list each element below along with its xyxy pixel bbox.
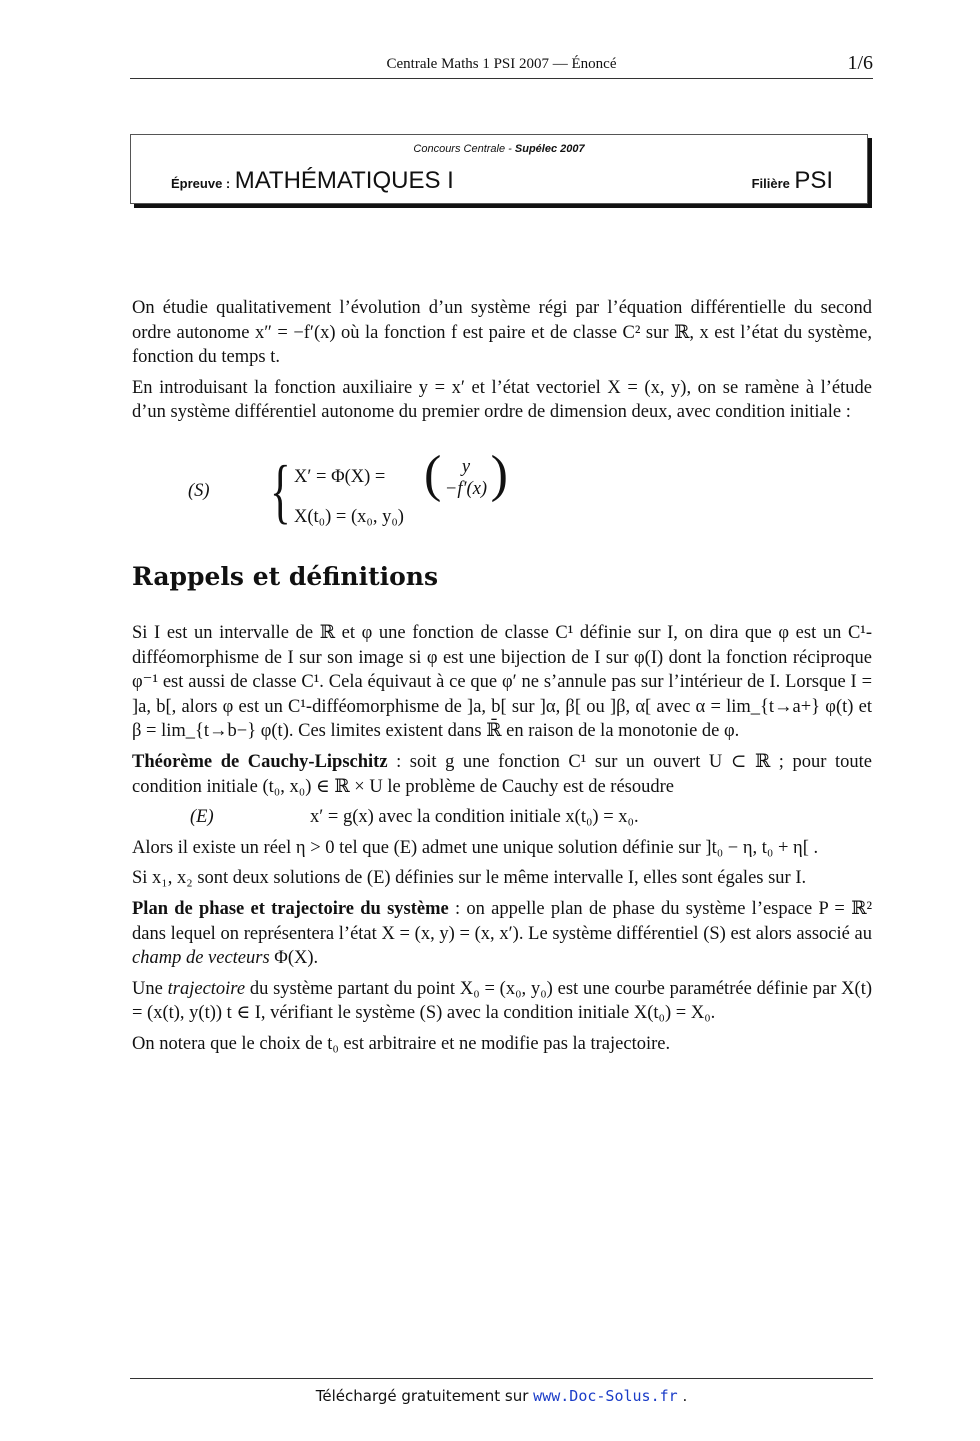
right-paren-icon: )	[490, 446, 508, 503]
filiere-line	[752, 167, 833, 195]
section-title: Rappels et définitions	[132, 562, 439, 591]
footer-link[interactable]: www.Doc-Solus.fr	[533, 1387, 678, 1405]
footer-text: Téléchargé gratuitement sur	[315, 1387, 534, 1405]
footer-end: .	[677, 1387, 688, 1405]
existence-paragraph: Alors il existe un réel η > 0 tel que (E) admet une unique solution définie sur ]t₀ − η, t₀ + η[ .	[132, 837, 819, 858]
phase-paragraph	[132, 897, 872, 971]
theorem-text: : soit g une fonction C¹ sur un ouvert U ⊂ ℝ ; pour toute condition initiale (t₀, x₀) ∈ ℝ × U le problème de Cauchy est de résoudre	[132, 751, 872, 797]
rappels-paragraph-1: Si I est un intervalle de ℝ et φ une fonction de classe C¹ définie sur I, on dira que φ est un C¹-difféomorphisme de I sur son image si φ est une bijection de I sur φ(I) dont la fonction réciproque φ⁻¹ est aussi de classe C¹. Cela équivaut à ce que φ′ ne s’annule pas sur l’intérieur de I. Lorsque I = ]a, b[, alors φ est un C¹-difféomorphisme de ]a, b[ sur ]α, β[ ou ]β, α[ avec α = lim_{t→a+} φ(t) et β = lim_{t→b−} φ(t). Ces limites existent dans ℝ̄ en raison de la monotonie de φ.	[132, 623, 872, 742]
concours-name: Concours Centrale -	[413, 143, 515, 155]
last-paragraph: On notera que le choix de t₀ est arbitraire et ne modifie pas la trajectoire.	[132, 1033, 671, 1054]
system-equation-1: X′ = Φ(X) =	[294, 467, 386, 487]
exam-title-box	[130, 134, 868, 204]
epreuve-line	[171, 167, 454, 195]
phase-text-a: : on appelle plan de phase du système l’espace P = ℝ² dans lequel on représentera l’état X = (x, y) = (x, x′). Le système différentiel (S) est alors associé au	[132, 898, 873, 944]
rappels-text	[132, 621, 872, 1063]
header-title: Centrale Maths 1 PSI 2007 — Énoncé	[386, 56, 617, 72]
system-equation-2: X(t₀) = (x₀, y₀)	[294, 507, 404, 527]
traj-text-b: du système partant du point X₀ = (x₀, y₀) est une courbe paramétrée définie par X(t) = (x(t), y(t)) t ∈ I, vérifiant le système (S) avec la condition initiale X(t₀) = X₀.	[132, 978, 872, 1024]
filiere-value: PSI	[794, 167, 833, 194]
concours-year: Supélec 2007	[514, 143, 585, 155]
intro-text	[132, 296, 872, 431]
traj-emphasis: trajectoire	[167, 978, 246, 999]
theorem-title: Théorème de Cauchy-Lipschitz	[132, 751, 388, 772]
epreuve-label: Épreuve :	[171, 176, 231, 191]
phase-emphasis: champ de vecteurs	[132, 948, 270, 969]
equation-e	[132, 805, 872, 830]
equation-e-label: (E)	[190, 807, 214, 828]
intro-paragraph-2: En introduisant la fonction auxiliaire y = x′ et l’état vectoriel X = (x, y), on se ramène à l’étude d’un système différentiel autonome du premier ordre de dimension deux, avec condition initiale :	[132, 377, 872, 423]
left-paren-icon: (	[424, 446, 442, 503]
phase-text-b: Φ(X).	[269, 948, 319, 969]
system-equations	[188, 446, 708, 533]
phase-title: Plan de phase et trajectoire du système	[132, 898, 449, 919]
equation-e-body: x′ = g(x) avec la condition initiale x(t₀) = x₀.	[310, 807, 639, 828]
vector-top: y	[461, 457, 471, 477]
page-number: 1/6	[847, 52, 873, 74]
system-label: (S)	[188, 481, 210, 501]
vector-column	[424, 446, 508, 505]
theorem-paragraph	[132, 750, 872, 799]
vector-bottom: −f′(x)	[444, 479, 488, 499]
intro-paragraph-1: On étudie qualitativement l’évolution d’un système régi par l’équation différentielle du second ordre autonome x″ = −f′(x) où la fonction f est paire et de classe C² sur ℝ, x est l’état du système, fonction du temps t.	[132, 298, 872, 368]
trajectory-paragraph	[132, 977, 872, 1026]
epreuve-value: MATHÉMATIQUES I	[234, 167, 454, 194]
concours-line	[131, 143, 867, 155]
uniqueness-paragraph: Si x₁, x₂ sont deux solutions de (E) définies sur le même intervalle I, elles sont égales sur I.	[132, 868, 807, 889]
page-footer	[130, 1378, 873, 1405]
filiere-label: Filière	[751, 176, 790, 191]
traj-text-a: Une	[132, 978, 168, 999]
brace-icon: {	[270, 451, 291, 531]
page-header	[130, 52, 873, 79]
